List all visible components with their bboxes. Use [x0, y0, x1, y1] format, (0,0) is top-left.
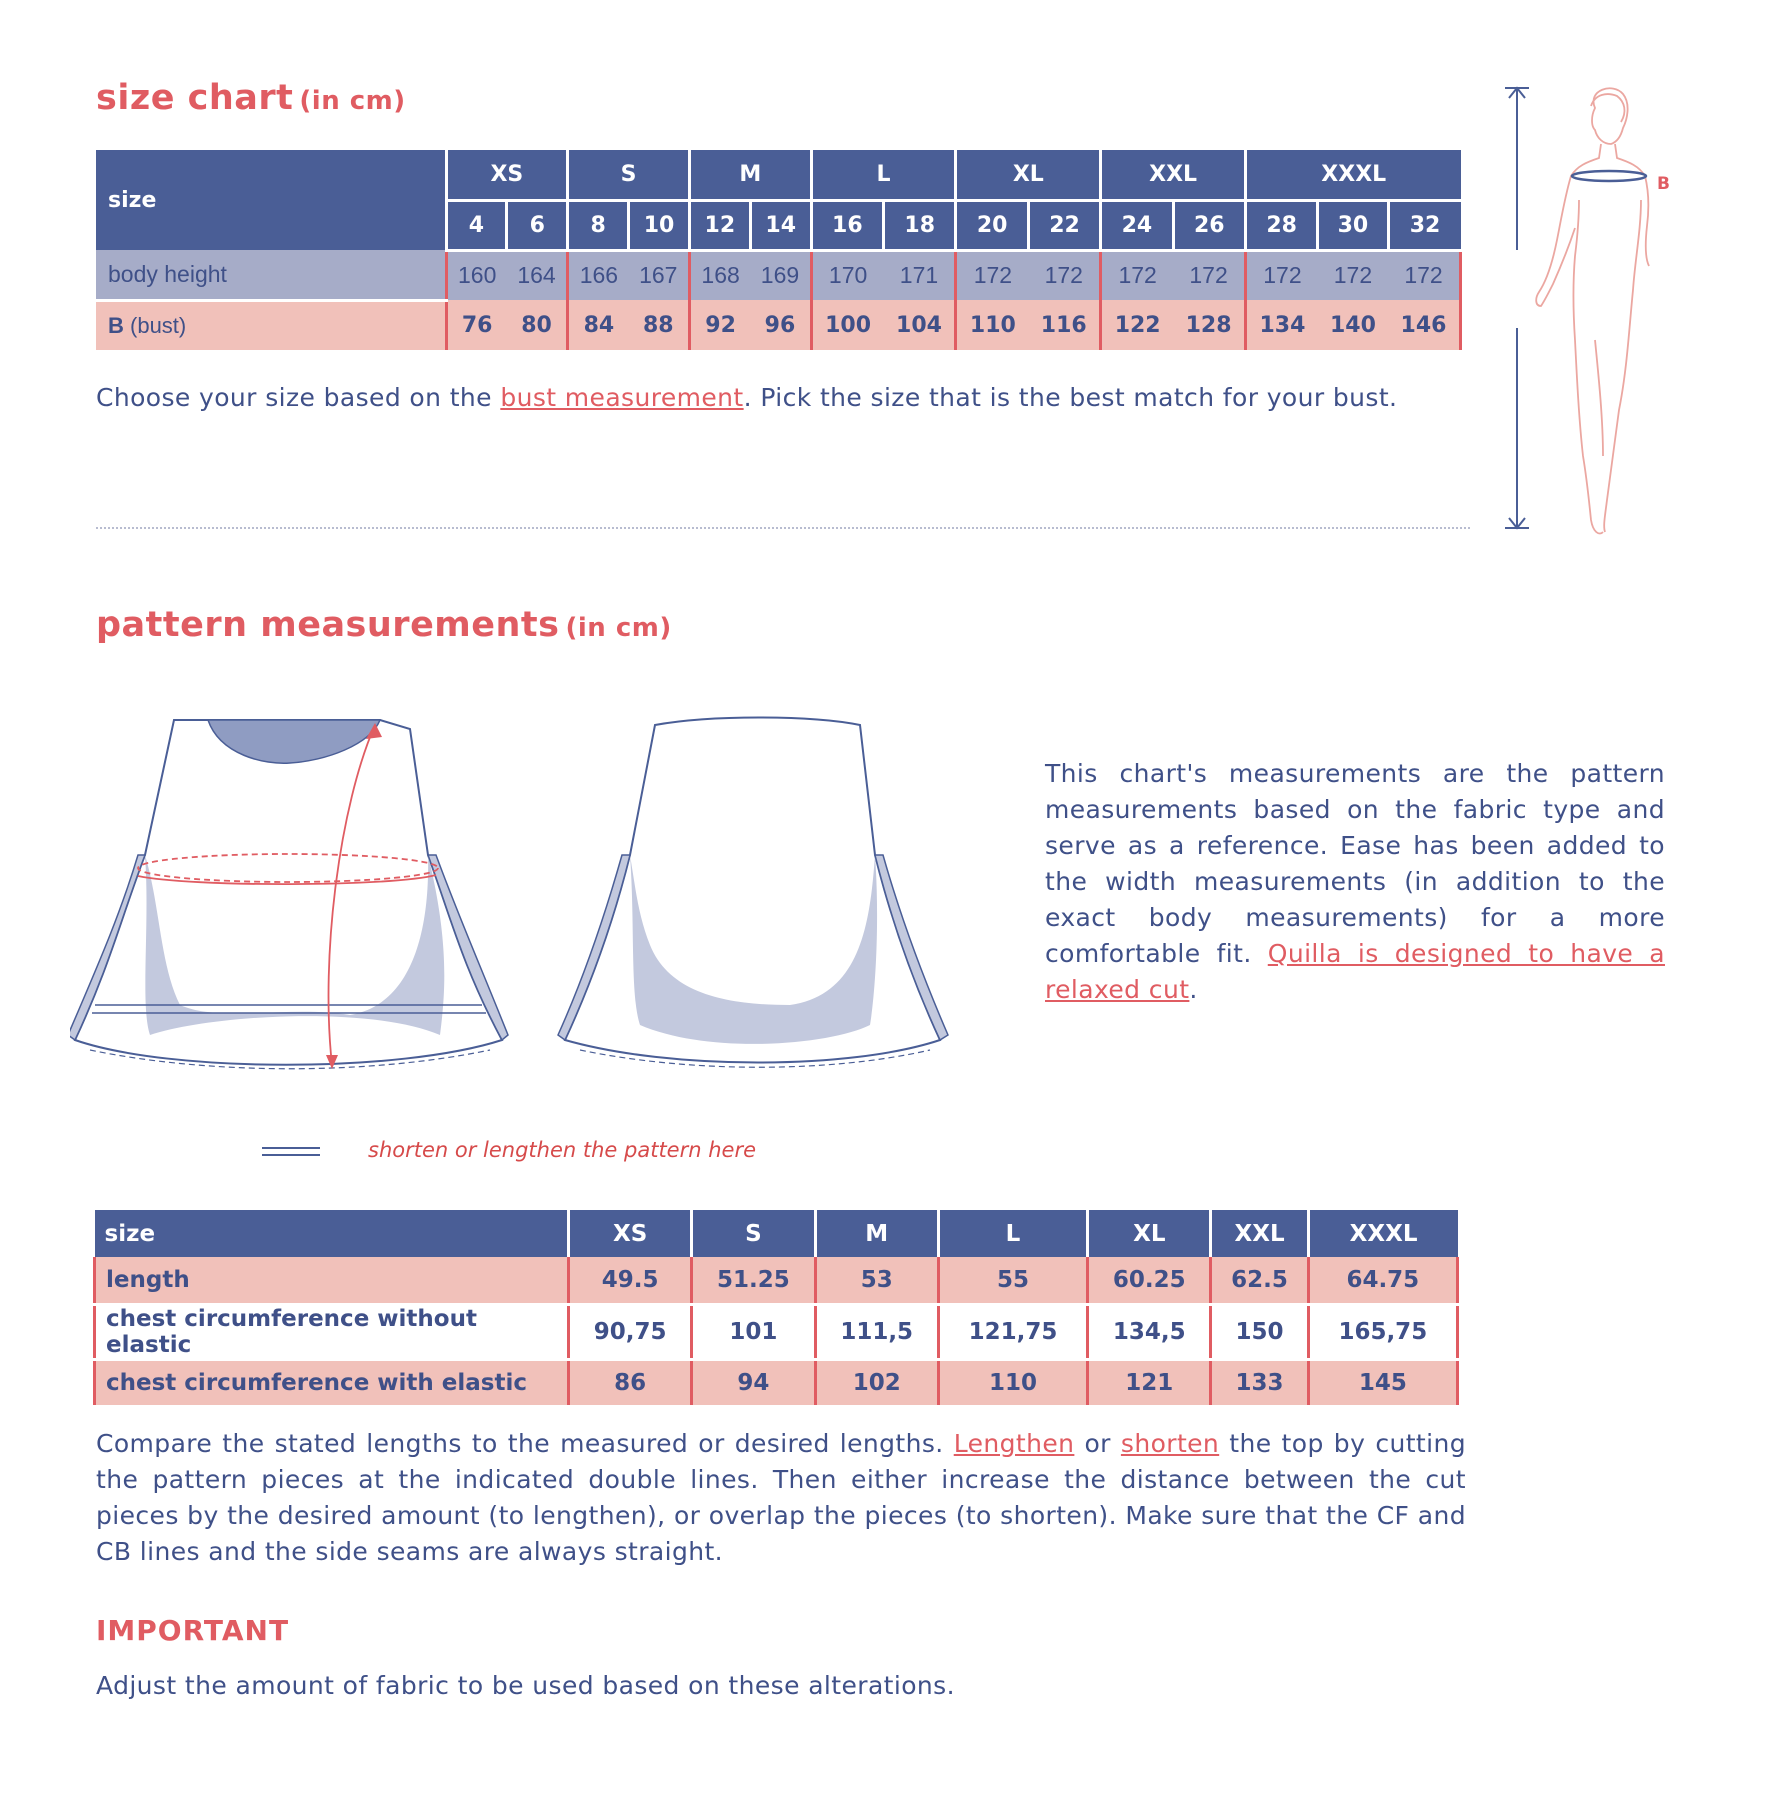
table-cell: 80 [507, 300, 568, 350]
size-number-header: 28 [1246, 200, 1318, 250]
table-cell: 133 [1211, 1359, 1308, 1406]
table-cell: 51.25 [692, 1257, 815, 1304]
table-cell: 53 [815, 1257, 938, 1304]
size-group-header: S [568, 150, 690, 200]
pattern-title: pattern measurements [96, 605, 560, 645]
important-text: Adjust the amount of fabric to be used based on these alterations. [96, 1671, 955, 1700]
table-row [96, 250, 1461, 300]
legend-text: shorten or lengthen the pattern here [368, 1138, 756, 1162]
size-note [96, 380, 1496, 416]
table-cell: 121,75 [938, 1304, 1087, 1359]
alteration-instructions [96, 1426, 1466, 1570]
bust-measurement-link[interactable]: bust measurement [500, 383, 744, 412]
table-cell: 90,75 [569, 1304, 692, 1359]
table-cell: 96 [750, 300, 811, 350]
size-group-header: M [689, 150, 811, 200]
woman-silhouette-icon [1536, 88, 1649, 533]
table-cell: 76 [446, 300, 507, 350]
table-cell: 169 [750, 250, 811, 300]
size-number-header: 24 [1101, 200, 1173, 250]
column-header: L [938, 1210, 1087, 1257]
pattern-description-end: . [1189, 975, 1198, 1004]
table-cell: 165,75 [1308, 1304, 1457, 1359]
garment-sketches [70, 705, 1000, 1085]
section-divider [96, 527, 1470, 529]
column-header: S [692, 1210, 815, 1257]
table-cell: 94 [692, 1359, 815, 1406]
table-cell: 84 [568, 300, 629, 350]
row-label-chest-with-elastic: chest circumference with elastic [95, 1359, 569, 1406]
size-number-header: 12 [689, 200, 750, 250]
table-cell: 171 [884, 250, 956, 300]
shorten-link[interactable]: shorten [1120, 1429, 1220, 1458]
column-header: XS [569, 1210, 692, 1257]
table-cell: 167 [629, 250, 690, 300]
size-number-header: 22 [1028, 200, 1100, 250]
table-cell: 111,5 [815, 1304, 938, 1359]
size-number-header: 8 [568, 200, 629, 250]
table-cell: 60.25 [1088, 1257, 1211, 1304]
table-cell: 110 [938, 1359, 1087, 1406]
table-cell: 49.5 [569, 1257, 692, 1304]
table-cell: 164 [507, 250, 568, 300]
double-line-legend-icon [262, 1147, 320, 1156]
table-cell: 170 [811, 250, 883, 300]
table-cell: 172 [1101, 250, 1173, 300]
table-cell: 88 [629, 300, 690, 350]
table-cell: 134,5 [1088, 1304, 1211, 1359]
table-cell: 55 [938, 1257, 1087, 1304]
size-group-header: XXXL [1246, 150, 1461, 200]
table-cell: 172 [1173, 250, 1245, 300]
pattern-description-text: This chart's measurements are the pattern measurements based on the fabric type and serve as a reference. Ease has been added to the width measurements (in addition to the exact body measurements) for a more comfortable fit. [1045, 759, 1665, 968]
bust-marker-label: B [1657, 174, 1670, 194]
size-number-header: 14 [750, 200, 811, 250]
row-label-length: length [95, 1257, 569, 1304]
body-measurement-figure [1495, 80, 1685, 540]
table-row [95, 1359, 1458, 1406]
size-group-header: L [811, 150, 956, 200]
size-number-header: 4 [446, 200, 507, 250]
size-chart-title: size chart [96, 78, 294, 118]
table-cell: 116 [1028, 300, 1100, 350]
size-number-header: 6 [507, 200, 568, 250]
pattern-measurements-heading [96, 605, 672, 645]
size-number-header: 10 [629, 200, 690, 250]
instructions-or: or [1074, 1429, 1121, 1458]
table-cell: 64.75 [1308, 1257, 1457, 1304]
instructions-text-end: the top by cutting the pattern pieces at the indicated double lines. Then either increase the distance between the cut pieces by the desired amount (to lengthen), or overlap the pieces (to shorten). Make sure that the CF and CB lines and the side seams are always straight. [96, 1429, 1466, 1566]
pattern-description [1045, 756, 1665, 1008]
size-number-header: 16 [811, 200, 883, 250]
row-label-bust [96, 300, 446, 350]
size-number-header: 32 [1388, 200, 1461, 250]
size-group-header: XXL [1101, 150, 1246, 200]
column-header: XXL [1211, 1210, 1308, 1257]
table-cell: 121 [1088, 1359, 1211, 1406]
size-note-text: Choose your size based on the [96, 383, 501, 412]
size-chart-heading [96, 78, 406, 118]
size-header: size [95, 1210, 569, 1257]
pattern-measurements-table [93, 1210, 1459, 1408]
size-number-header: 18 [884, 200, 956, 250]
table-cell: 104 [884, 300, 956, 350]
bust-label-text: (bust) [123, 312, 187, 338]
pattern-unit: (in cm) [565, 613, 672, 643]
column-header: XXXL [1308, 1210, 1457, 1257]
size-group-header: XL [956, 150, 1101, 200]
table-cell: 160 [446, 250, 507, 300]
table-cell: 146 [1388, 300, 1461, 350]
table-row [96, 300, 1461, 350]
important-heading: IMPORTANT [96, 1614, 290, 1647]
table-cell: 172 [956, 250, 1028, 300]
relaxed-cut-link[interactable]: Quilla is designed to have a relaxed cut [1045, 939, 1665, 1004]
table-header-row [95, 1210, 1458, 1257]
size-header: size [96, 150, 446, 250]
size-note-text-end: . Pick the size that is the best match for your bust. [743, 383, 1398, 412]
lengthen-link[interactable]: Lengthen [953, 1429, 1075, 1458]
row-label-body-height: body height [96, 250, 446, 300]
table-cell: 172 [1246, 250, 1318, 300]
table-cell: 166 [568, 250, 629, 300]
height-arrow [1505, 88, 1529, 528]
table-cell: 128 [1173, 300, 1245, 350]
table-cell: 172 [1318, 250, 1388, 300]
size-chart-table [96, 150, 1462, 350]
size-group-header: XS [446, 150, 568, 200]
row-label-chest-without-elastic: chest circumference without elastic [95, 1304, 569, 1359]
column-header: M [815, 1210, 938, 1257]
bust-measure-line [1572, 171, 1646, 181]
table-cell: 145 [1308, 1359, 1457, 1406]
table-cell: 168 [689, 250, 750, 300]
size-number-header: 20 [956, 200, 1028, 250]
table-row [95, 1257, 1458, 1304]
table-cell: 101 [692, 1304, 815, 1359]
table-cell: 122 [1101, 300, 1173, 350]
table-cell: 134 [1246, 300, 1318, 350]
table-cell: 102 [815, 1359, 938, 1406]
size-number-header: 30 [1318, 200, 1388, 250]
table-cell: 172 [1028, 250, 1100, 300]
table-cell: 140 [1318, 300, 1388, 350]
size-number-header: 26 [1173, 200, 1245, 250]
table-cell: 92 [689, 300, 750, 350]
front-view-sketch [70, 720, 508, 1069]
instructions-text: Compare the stated lengths to the measured or desired lengths. [96, 1429, 954, 1458]
table-row [95, 1304, 1458, 1359]
size-chart-unit: (in cm) [299, 86, 406, 116]
column-header: XL [1088, 1210, 1211, 1257]
back-view-sketch [558, 718, 948, 1068]
table-cell: 110 [956, 300, 1028, 350]
table-cell: 172 [1388, 250, 1461, 300]
table-cell: 62.5 [1211, 1257, 1308, 1304]
bust-label-letter: B [108, 312, 124, 338]
table-cell: 100 [811, 300, 883, 350]
table-cell: 150 [1211, 1304, 1308, 1359]
table-cell: 86 [569, 1359, 692, 1406]
